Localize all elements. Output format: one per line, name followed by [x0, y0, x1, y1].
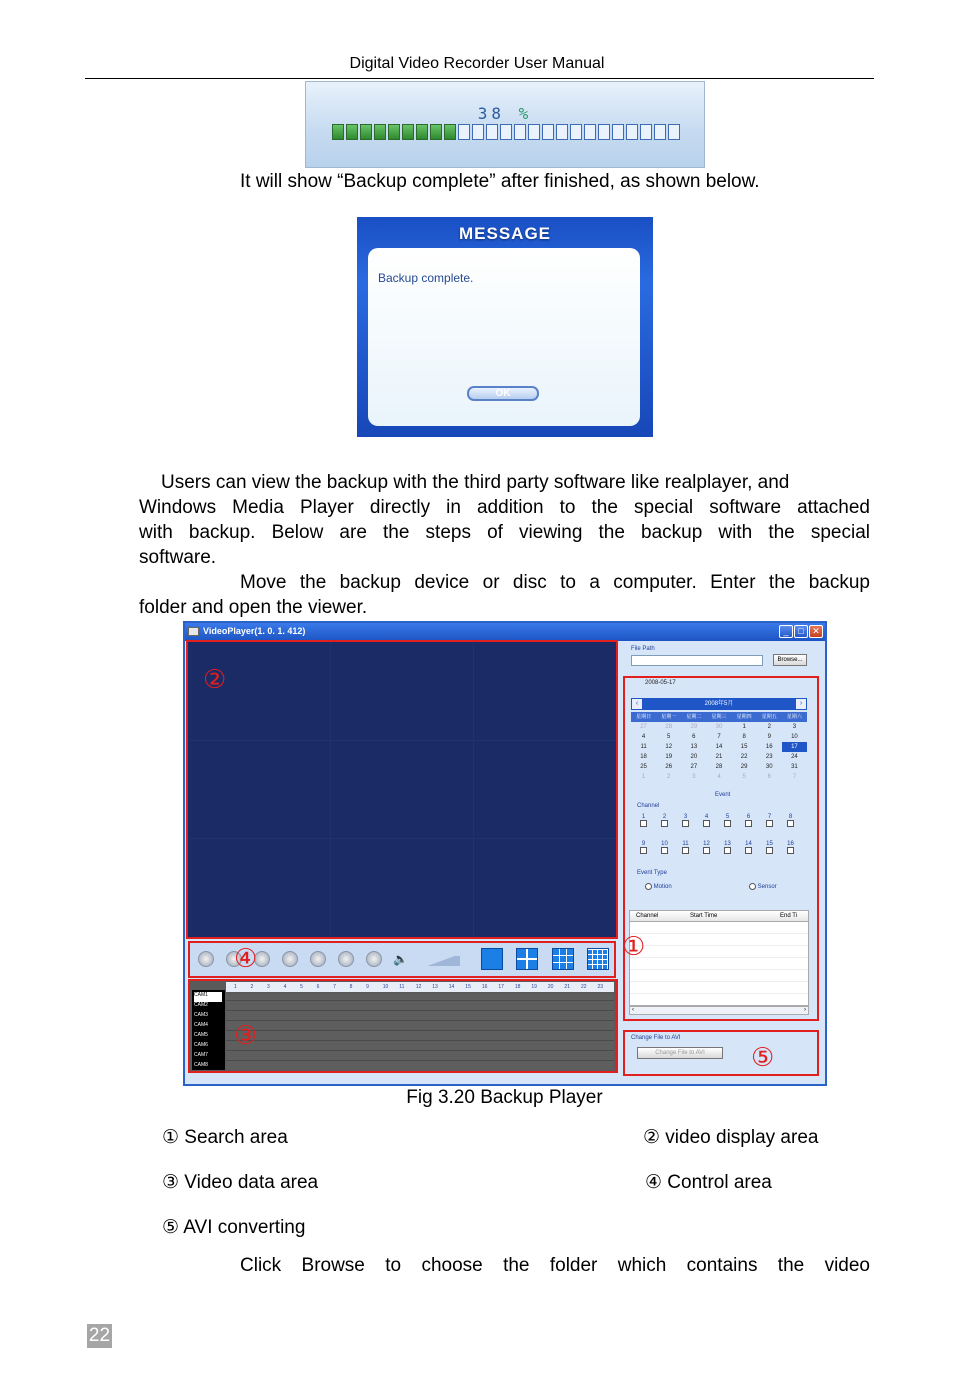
progress-percent-text	[306, 104, 704, 123]
legend-item-5: ⑤ AVI converting	[162, 1217, 306, 1238]
calendar-day[interactable]: 1	[742, 724, 746, 730]
hour-tick-label: 17	[498, 984, 504, 990]
hour-tick-label: 21	[564, 984, 570, 990]
progress-segment	[584, 124, 596, 140]
calendar-day[interactable]: 11	[640, 744, 647, 750]
player-title-bar	[185, 623, 825, 641]
message-dialog	[357, 217, 653, 437]
calendar-day[interactable]: 18	[640, 754, 647, 760]
progress-bar	[332, 124, 680, 140]
calendar-day[interactable]: 21	[715, 754, 723, 760]
calendar-day[interactable]: 30	[765, 764, 773, 770]
calendar-day[interactable]: 26	[665, 764, 673, 770]
channel-number: 12	[703, 841, 710, 847]
ok-button[interactable]: OK	[467, 386, 539, 401]
channel-number: 11	[682, 841, 689, 847]
progress-segment	[528, 124, 540, 140]
calendar-day[interactable]: 30	[715, 724, 723, 730]
hour-tick-label: 19	[531, 984, 537, 990]
marker-5: ⑤	[751, 1043, 775, 1073]
legend-item-2: ② video display area	[643, 1127, 819, 1148]
camera-item[interactable]: CAM2	[194, 1002, 208, 1008]
hour-tick-label: 6	[316, 984, 320, 990]
message-text: Backup complete.	[378, 271, 474, 285]
calendar-day[interactable]: 6	[692, 734, 696, 740]
hour-tick-label: 16	[481, 984, 488, 990]
after-progress-text: It will show “Backup complete” after finished, as shown below.	[240, 171, 760, 192]
weekday-header: 星期三	[706, 712, 731, 722]
weekday-header: 星期四	[732, 712, 757, 722]
channel-number: 9	[641, 841, 646, 847]
progress-segment	[626, 124, 638, 140]
weekday-header: 星期二	[681, 712, 706, 722]
hour-tick-label: 3	[267, 984, 270, 990]
hour-tick-label: 5	[300, 984, 303, 990]
message-dialog-body	[368, 248, 640, 426]
calendar-day[interactable]: 2	[667, 774, 671, 780]
progress-segment	[640, 124, 652, 140]
calendar-day[interactable]: 28	[665, 724, 673, 730]
progress-segment	[346, 124, 358, 140]
volume-icon[interactable]: 🔈	[393, 952, 408, 966]
calendar-day[interactable]: 3	[792, 724, 797, 730]
progress-segment	[612, 124, 624, 140]
file-path-label: File Path	[631, 646, 655, 652]
para1-line4: software.	[139, 547, 217, 568]
legend-item-3: ③ Video data area	[162, 1172, 319, 1193]
calendar-day[interactable]: 31	[791, 764, 798, 770]
message-dialog-title: MESSAGE	[458, 224, 552, 243]
next-month-icon[interactable]: ›	[796, 699, 806, 709]
marker-3: ③	[234, 1021, 258, 1051]
camera-item[interactable]: CAM7	[194, 1052, 208, 1058]
hour-tick-label: 2	[250, 984, 254, 990]
para1-line1: Users can view the backup with the third party software like realplayer, and	[161, 472, 790, 493]
channel-number: 8	[788, 814, 793, 820]
camera-item[interactable]: CAM3	[194, 1012, 208, 1018]
hour-tick-label: 12	[415, 984, 422, 990]
hour-tick-label: 11	[399, 984, 405, 990]
scroll-left-icon[interactable]: ‹	[632, 1007, 634, 1013]
progress-segment	[668, 124, 680, 140]
progress-segment	[570, 124, 582, 140]
progress-segment	[332, 124, 344, 140]
calendar-day[interactable]: 27	[640, 724, 647, 730]
progress-value: 38	[477, 104, 505, 123]
camera-item[interactable]: CAM5	[194, 1032, 208, 1038]
calendar-day[interactable]: 29	[690, 724, 698, 730]
progress-segment	[360, 124, 372, 140]
calendar-day[interactable]: 9	[767, 734, 771, 740]
channel-number: 4	[704, 814, 709, 820]
last-line: Click Browse to choose the folder which contains the video	[240, 1255, 870, 1276]
hour-tick-label: 23	[597, 984, 604, 990]
channel-label: Channel	[637, 803, 660, 809]
progress-segment	[654, 124, 666, 140]
calendar-day[interactable]: 7	[792, 774, 797, 780]
col-channel: Channel	[636, 913, 659, 919]
scroll-right-icon[interactable]: ›	[804, 1007, 806, 1013]
hour-tick-label: 9	[366, 984, 369, 990]
channel-number: 15	[766, 841, 773, 847]
calendar-day[interactable]: 5	[742, 774, 746, 780]
calendar-day[interactable]: 15	[740, 744, 748, 750]
hour-tick-label: 18	[514, 984, 521, 990]
weekday-header: 星期日	[631, 712, 656, 722]
progress-segment	[486, 124, 498, 140]
page-number: 22	[88, 1325, 111, 1346]
calendar-day[interactable]: 3	[692, 774, 696, 780]
para2-line2: folder and open the viewer.	[139, 597, 368, 618]
search-panel	[619, 642, 825, 1080]
progress-segment	[374, 124, 386, 140]
close-icon[interactable]: ✕	[809, 625, 823, 638]
hour-tick-label: 1	[234, 984, 237, 990]
channel-number: 3	[683, 814, 688, 820]
camera-item[interactable]: CAM1	[194, 992, 222, 1002]
calendar-day[interactable]: 22	[740, 754, 748, 760]
camera-item[interactable]: CAM8	[194, 1062, 208, 1068]
progress-segment	[472, 124, 484, 140]
calendar-day[interactable]: 5	[667, 734, 671, 740]
progress-segment	[500, 124, 512, 140]
progress-segment	[444, 124, 456, 140]
player-title: VideoPlayer(1. 0. 1. 412)	[203, 626, 306, 636]
weekday-header: 星期六	[782, 712, 807, 722]
calendar-day[interactable]: 8	[742, 734, 746, 740]
annotation-box-video-area	[186, 640, 618, 939]
progress-segment	[402, 124, 414, 140]
camera-item[interactable]: CAM6	[194, 1042, 208, 1048]
weekday-header: 星期五	[757, 712, 782, 722]
calendar-day[interactable]: 7	[717, 734, 721, 740]
hour-tick-label: 10	[382, 984, 389, 990]
col-end-time: End Ti	[780, 913, 798, 919]
hour-tick-label: 22	[580, 984, 587, 990]
maximize-icon[interactable]: □	[794, 625, 808, 638]
sensor-label: Sensor	[757, 884, 777, 891]
backup-progress-image	[305, 81, 705, 168]
hour-tick-label: 8	[349, 984, 353, 990]
hour-tick-label: 13	[432, 984, 438, 990]
hour-tick-label: 20	[547, 984, 554, 990]
running-header: Digital Video Recorder User Manual	[349, 55, 605, 72]
app-icon	[188, 627, 199, 636]
selected-date: 2008-05-17	[645, 680, 676, 686]
hour-tick-label: 15	[465, 984, 471, 990]
browse-button[interactable]: Browse...	[773, 654, 807, 666]
progress-segment	[430, 124, 442, 140]
calendar-day[interactable]: 23	[765, 754, 773, 760]
channel-number: 6	[746, 814, 751, 820]
calendar-day[interactable]: 13	[690, 744, 698, 750]
calendar-month: 2008年5月	[704, 701, 734, 707]
progress-segment	[416, 124, 428, 140]
annotation-box-search-area	[623, 676, 819, 1021]
calendar-day[interactable]: 27	[690, 764, 698, 770]
para1-line2: Windows Media Player directly in addition to the special software attached	[139, 497, 870, 518]
avi-group-label: Change File to AVI	[631, 1035, 681, 1041]
calendar-day[interactable]: 1	[641, 774, 646, 780]
event-type-label: Event Type	[637, 870, 667, 876]
prev-month-icon[interactable]: ‹	[632, 699, 642, 709]
progress-segment	[458, 124, 470, 140]
annotation-box-avi-area	[623, 1030, 819, 1076]
calendar-day[interactable]: 14	[715, 744, 723, 750]
para2-line1: Move the backup device or disc to a computer. Enter the backup	[240, 572, 870, 593]
weekday-header: 星期一	[656, 712, 681, 722]
calendar-day[interactable]: 2	[767, 724, 771, 730]
marker-4: ④	[234, 944, 258, 974]
marker-2: ②	[203, 665, 227, 695]
calendar-day[interactable]: 12	[665, 744, 673, 750]
progress-segment	[542, 124, 554, 140]
channel-number: 16	[787, 841, 794, 847]
col-start-time: Start Time	[690, 913, 718, 919]
channel-number: 10	[661, 841, 668, 847]
header-rule	[85, 78, 874, 79]
calendar-day[interactable]: 4	[717, 774, 721, 780]
marker-1: ①	[622, 932, 646, 962]
channel-number: 14	[745, 841, 752, 847]
calendar-day[interactable]: 24	[791, 754, 798, 760]
legend-item-1: ① Search area	[162, 1127, 288, 1148]
change-to-avi-button[interactable]: Change File to AVI	[637, 1047, 723, 1059]
legend-item-4: ④ Control area	[645, 1172, 772, 1193]
hour-tick-label: 14	[448, 984, 455, 990]
camera-item[interactable]: CAM4	[194, 1022, 208, 1028]
calendar-day[interactable]: 4	[641, 734, 646, 740]
para1-line3: with backup. Below are the steps of viewing the backup with the special	[139, 522, 870, 543]
progress-segment	[556, 124, 568, 140]
file-path-input[interactable]	[631, 655, 763, 666]
progress-segment	[514, 124, 526, 140]
progress-segment	[388, 124, 400, 140]
channel-number: 13	[724, 841, 731, 847]
figure-caption: Fig 3.20 Backup Player	[406, 1087, 603, 1108]
calendar-day[interactable]: 19	[665, 754, 673, 760]
channel-number: 1	[641, 814, 646, 820]
channel-number: 7	[767, 814, 772, 820]
calendar-day[interactable]: 20	[690, 754, 698, 760]
calendar-day[interactable]: 29	[740, 764, 748, 770]
calendar-day[interactable]: 28	[715, 764, 723, 770]
channel-number: 2	[662, 814, 667, 820]
calendar-day[interactable]: 16	[765, 744, 773, 750]
calendar-day[interactable]: 25	[640, 764, 647, 770]
video-player-window	[183, 621, 827, 1086]
hour-tick-label: 7	[333, 984, 336, 990]
minimize-icon[interactable]: _	[779, 625, 793, 638]
channel-number: 5	[725, 814, 730, 820]
progress-segment	[598, 124, 610, 140]
calendar-day[interactable]: 10	[791, 734, 798, 740]
hour-tick-label: 4	[283, 984, 287, 990]
calendar-day[interactable]: 6	[767, 774, 771, 780]
calendar-day[interactable]: 17	[782, 742, 807, 752]
progress-percent-sign: %	[518, 104, 533, 123]
motion-label: Motion	[653, 884, 672, 891]
event-label: Event	[715, 792, 731, 798]
